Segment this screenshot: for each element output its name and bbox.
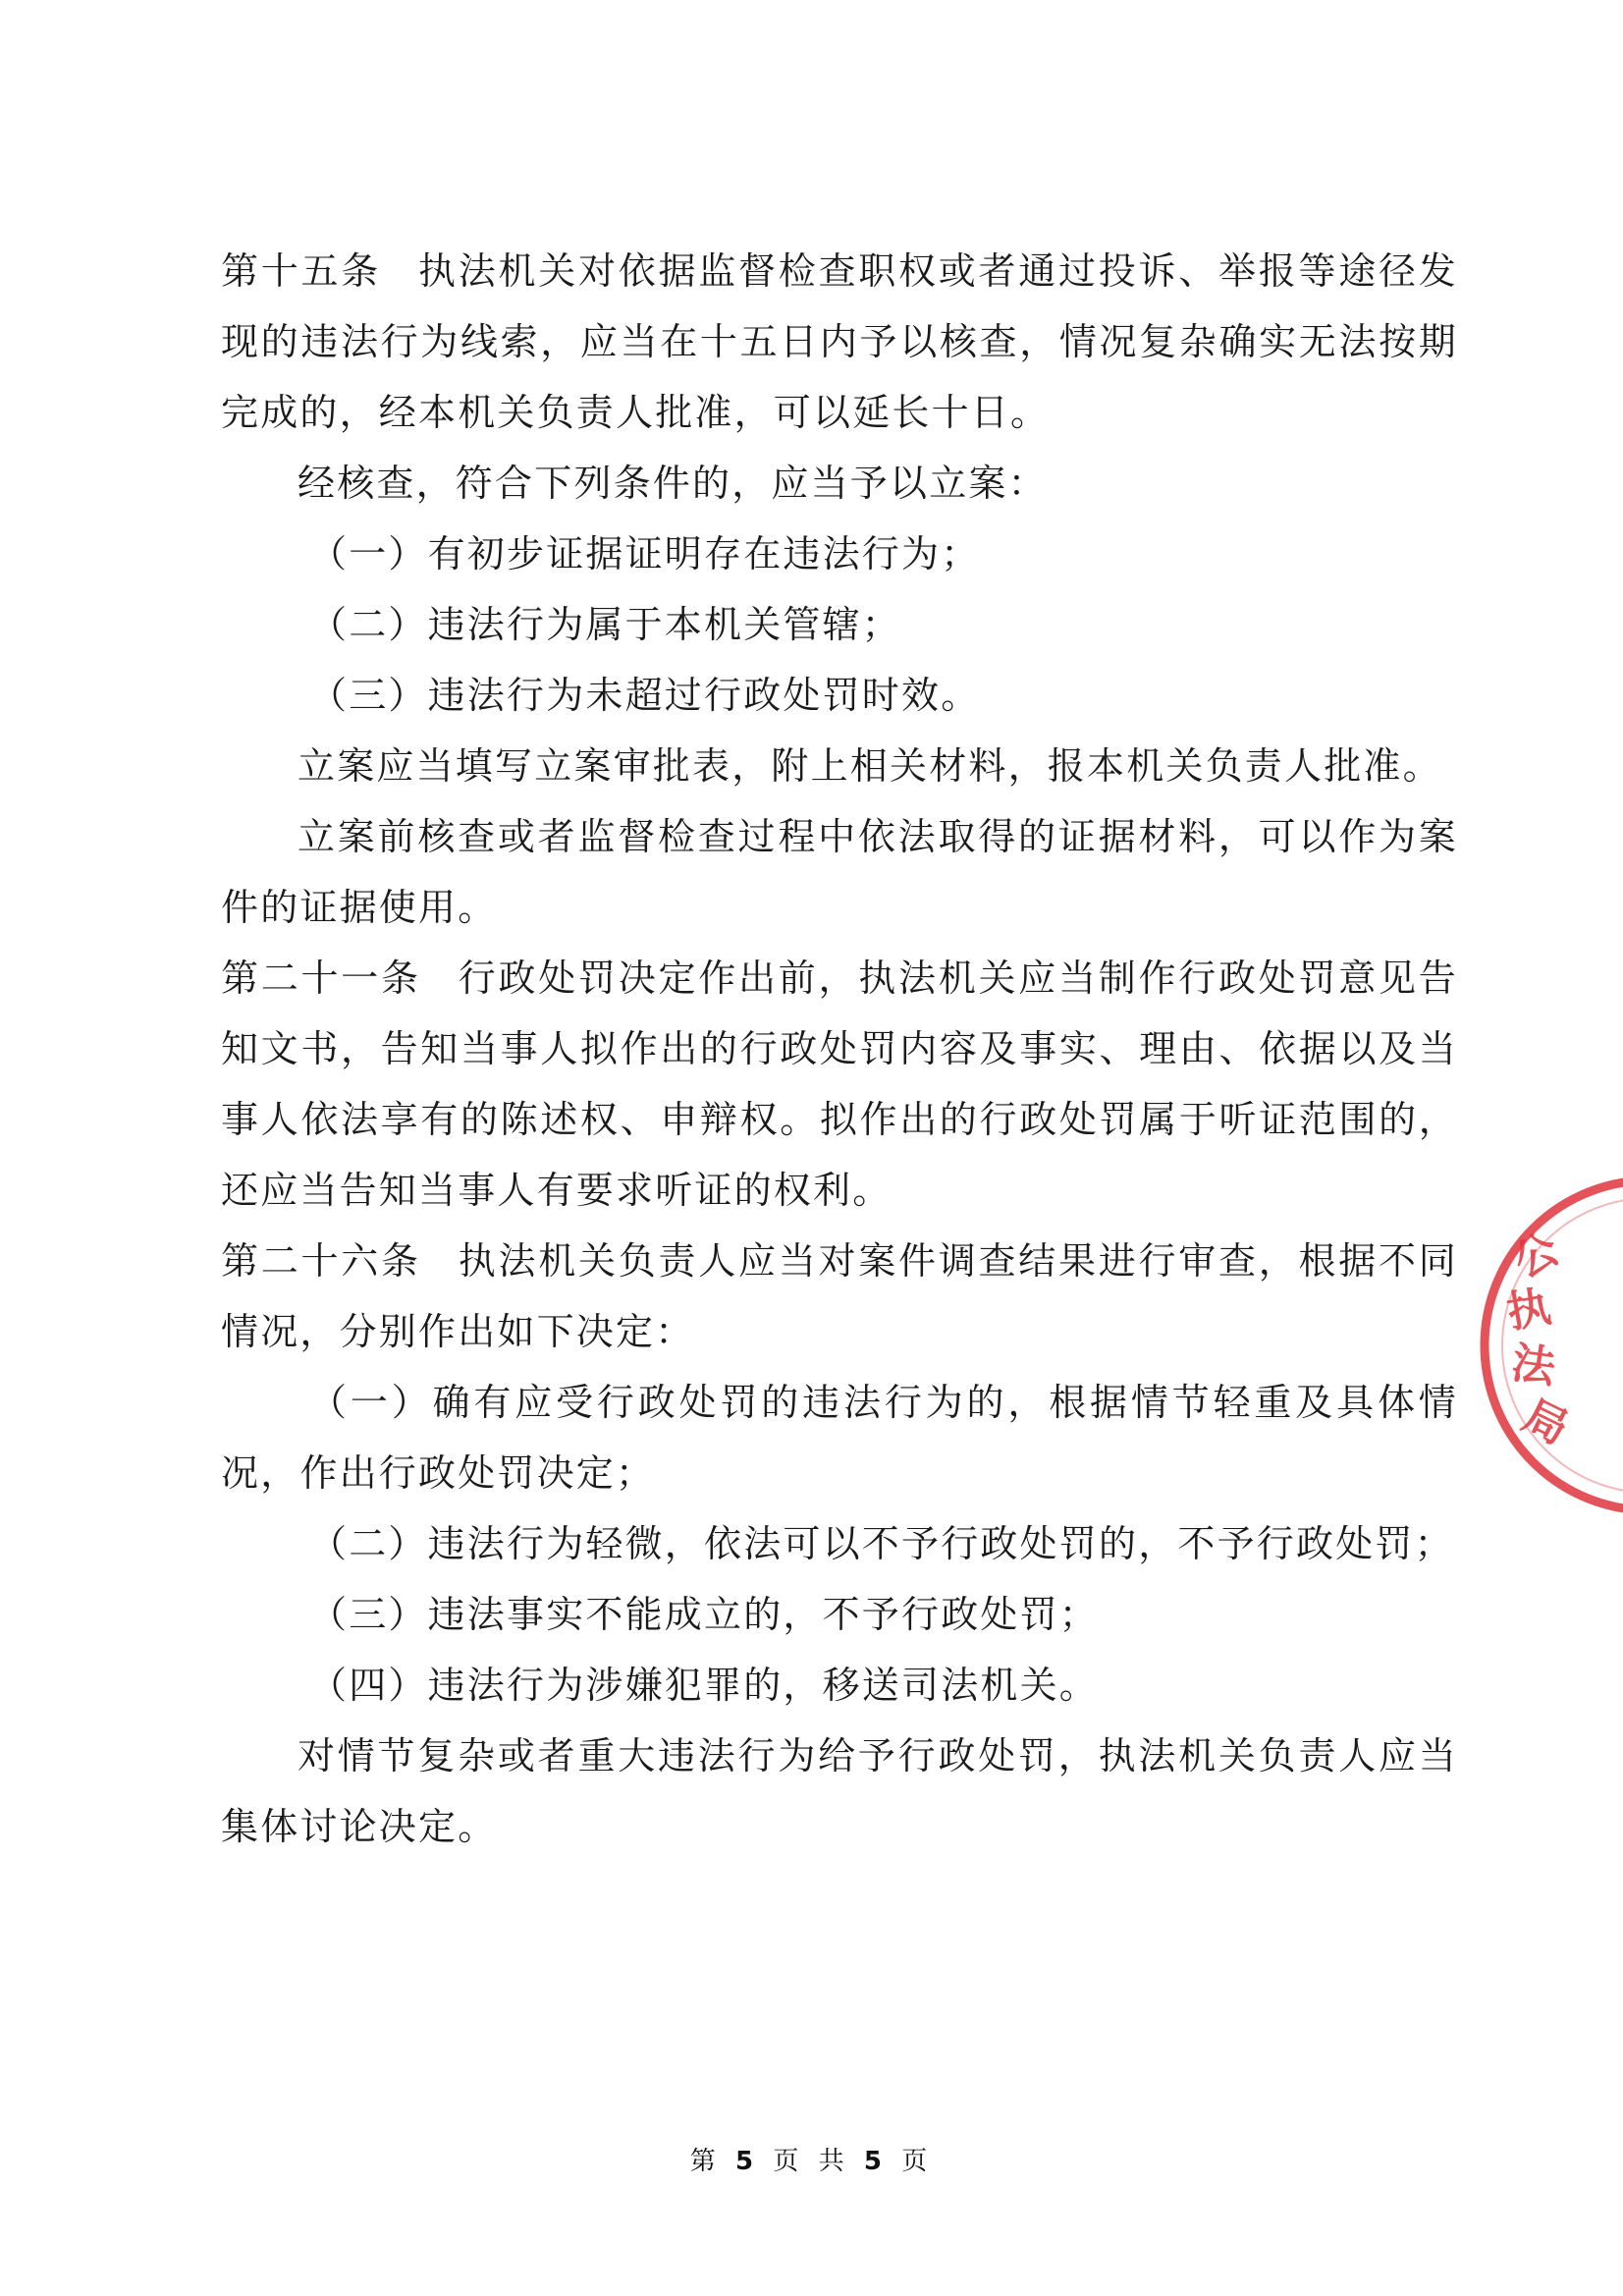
article-15-approval-paragraph: 立案应当填写立案审批表，附上相关材料，报本机关负责人批准。 (298, 744, 1442, 788)
article-26-label: 第二十六条 (221, 1239, 421, 1283)
document-body (221, 236, 1458, 1862)
seal-char-ju: 局 (1515, 1391, 1577, 1455)
article-26-item-1: （一）确有应受行政处罚的违法行为的，根据情节轻重及具体情况，作出行政处罚决定； (221, 1381, 1458, 1495)
article-15-item-3: （三）违法行为未超过行政处罚时效。 (309, 674, 981, 717)
article-21-text: 行政处罚决定作出前，执法机关应当制作行政处罚意见告知文书，告知当事人拟作出的行政处罚内容及事实、理由、依据以及当事人依法享有的陈述权、申辩权。拟作出的行政处罚属于听证范围的，还应当告知当事人有要求听证的权利。 (221, 957, 1458, 1212)
seal-char-gong: 公 (1505, 1224, 1568, 1288)
article-26-item-2: （二）违法行为轻微，依法可以不予行政处罚的，不予行政处罚； (309, 1522, 1454, 1565)
footer-prefix: 第 (689, 2147, 722, 2176)
seal-char-fa: 法 (1508, 1338, 1559, 1394)
article-26-item-3: （三）违法事实不能成立的，不予行政处罚； (309, 1593, 1100, 1636)
article-26-paragraph (221, 1226, 1458, 1367)
article-15-conditions-intro: 经核查，符合下列条件的，应当予以立案： (298, 462, 1048, 505)
official-seal (1463, 1169, 1623, 1522)
page-number-footer (0, 2141, 1623, 2177)
article-15-text: 执法机关对依据监督检查职权或者通过投诉、举报等途径发现的违法行为线索，应当在十五日内予以核查，情况复杂确实无法按期完成的，经本机关负责人批准，可以延长十日。 (221, 249, 1458, 434)
official-seal-graphic (1463, 1169, 1623, 1522)
article-15-item-2: （二）违法行为属于本机关管辖； (309, 603, 902, 646)
article-15-evidence-paragraph: 立案前核查或者监督检查过程中依法取得的证据材料，可以作为案件的证据使用。 (221, 815, 1458, 929)
article-21-paragraph (221, 943, 1458, 1226)
footer-current-page: 5 (735, 2147, 760, 2176)
footer-total-pages: 5 (863, 2147, 888, 2176)
footer-suffix: 页 (901, 2147, 934, 2176)
seal-char-zhi: 执 (1503, 1281, 1555, 1339)
article-26-closing-paragraph: 对情节复杂或者重大违法行为给予行政处罚，执法机关负责人应当集体讨论决定。 (221, 1734, 1458, 1848)
article-15-paragraph (221, 236, 1458, 448)
article-26-text: 执法机关负责人应当对案件调查结果进行审查，根据不同情况，分别作出如下决定： (221, 1239, 1458, 1353)
article-26-item-4: （四）违法行为涉嫌犯罪的，移送司法机关。 (309, 1664, 1100, 1707)
footer-middle: 页 共 (773, 2147, 850, 2176)
article-21-label: 第二十一条 (221, 957, 421, 1000)
article-15-item-1: （一）有初步证据证明存在违法行为； (309, 532, 981, 575)
article-15-label: 第十五条 (221, 249, 382, 293)
